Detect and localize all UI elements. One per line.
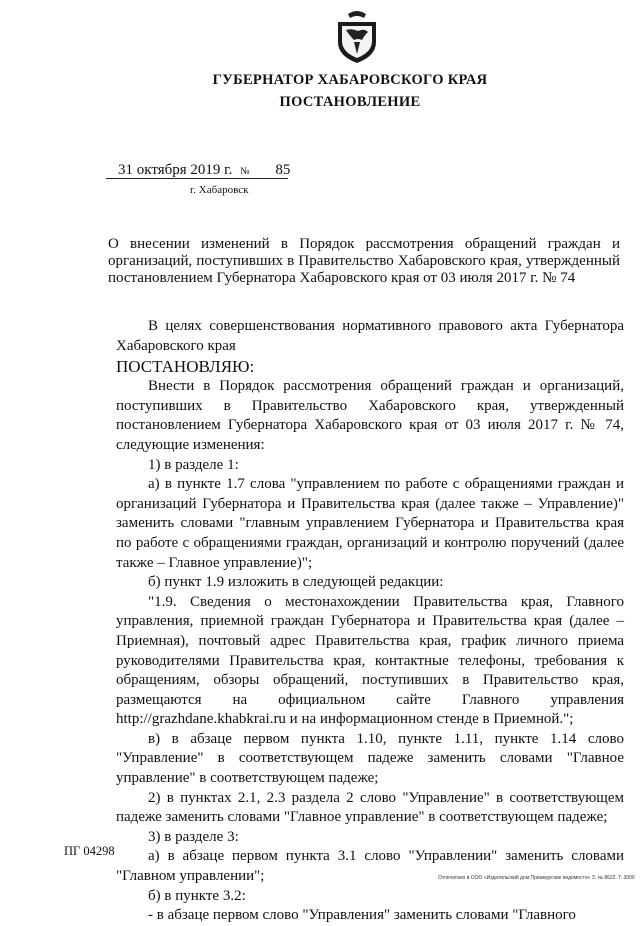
body-paragraph: а) в пункте 1.7 слова "управлением по работе с обращениями граждан и организаций Губернатора и Правительства края (далее также – Управление)" заменить словами "главным управлением Губернатора и Правительства края по работе с обращениями граждан, организаций и контролю поручений (далее также – Главное управление)"; bbox=[116, 476, 624, 571]
body-paragraph: б) в пункте 3.2: bbox=[148, 887, 246, 904]
resolve-heading: ПОСТАНОВЛЯЮ: bbox=[116, 357, 255, 377]
printer-imprint: Отпечатано в ООО «Издательский дом Приамурские ведомости» З. № 8622. Т. 3000 bbox=[438, 875, 635, 881]
document-date-line bbox=[118, 162, 290, 179]
document-number: 85 bbox=[275, 162, 291, 178]
body-paragraph: 2) в пунктах 2.1, 2.3 раздела 2 слово "Управление" в соответствующем падеже заменить словами "Главное управление" в соответствующем падеже; bbox=[116, 789, 624, 826]
date-underline bbox=[106, 178, 288, 179]
body-paragraph: б) пункт 1.9 изложить в следующей редакции: bbox=[148, 574, 444, 591]
document-date: 31 октября 2019 г. bbox=[118, 162, 233, 178]
body-paragraph: - в абзаце первом слово "Управления" заменить словами "Главного bbox=[148, 907, 576, 924]
body-paragraph: а) в абзаце первом пункта 3.1 слово "Управлении" заменить словами "Главном управлении"; bbox=[116, 848, 624, 885]
body-paragraph: в) в абзаце первом пункта 1.10, пункте 1.11, пункте 1.14 слово "Управление" в соответствующем падеже заменить словами "Главное управление" в соответствующем падеже; bbox=[116, 730, 624, 787]
number-label: № bbox=[240, 166, 250, 177]
governor-title: ГУБЕРНАТОР ХАБАРОВСКОГО КРАЯ bbox=[212, 72, 488, 88]
document-type: ПОСТАНОВЛЕНИЕ bbox=[279, 94, 421, 110]
body-paragraph: 3) в разделе 3: bbox=[148, 828, 239, 845]
document-city: г. Хабаровск bbox=[190, 184, 249, 196]
body-paragraph: Внести в Порядок рассмотрения обращений граждан и организаций, поступивших в Правительство Хабаровского края, утвержденный постановлением Губернатора Хабаровского края от 03 июля 2017 г. № 74, следующие изменения: bbox=[116, 378, 624, 453]
body-paragraph: 1) в разделе 1: bbox=[148, 456, 239, 473]
document-body bbox=[116, 317, 624, 926]
body-paragraph: "1.9. Сведения о местонахождении Правительства края, Главного управления, приемной граждан Губернатора и Правительства края (далее – Приемная), почтовый адрес Правительства края, график личного приема руководителями Правительства края, контактные телефоны, требования к обращениям, обзоры обращений, поступивших в Правительство края, размещаются на официальном сайте Главного управления http://grazhdane.khabkrai.ru и на информационном стенде в Приемной."; bbox=[116, 593, 624, 728]
form-code: ПГ 04298 bbox=[64, 844, 115, 858]
document-subject: О внесении изменений в Порядок рассмотрения обращений граждан и организаций, поступивших в Правительство Хабаровского края, утвержденный постановлением Губернатора Хабаровского края от 03 июля 2017 г. № 74 bbox=[108, 236, 620, 286]
preamble: В целях совершенствования нормативного правового акта Губернатора Хабаровского края bbox=[116, 318, 624, 354]
coat-of-arms-emblem bbox=[334, 8, 380, 64]
